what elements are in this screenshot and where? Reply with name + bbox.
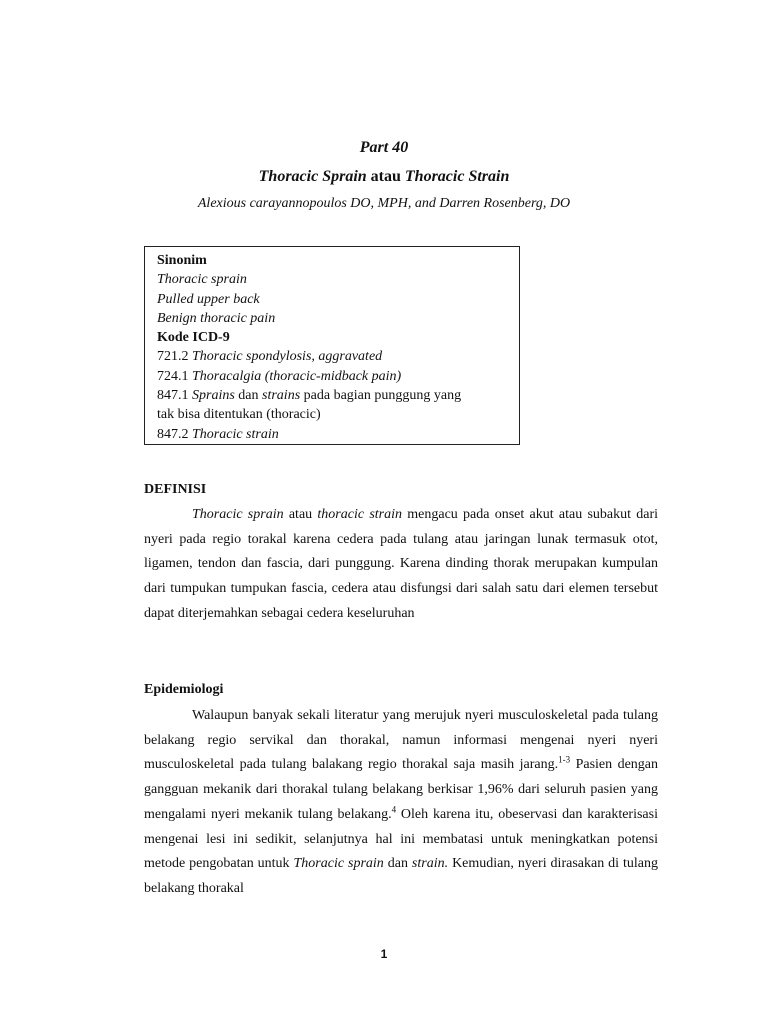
synonym-item: Thoracic sprain [157,272,247,288]
title-sprain: Thoracic Sprain [258,168,367,185]
definisi-heading: DEFINISI [144,482,207,497]
icd-code-row [157,347,509,366]
icd-code: 847.1 [157,388,192,404]
paragraph-text: Oleh karena itu, obeservasi dan karakterisasi mengenai lesi ini sedikit, selanjutnya hal ini membatasi untuk meningkatkan potensi metode pengobatan untuk [144,806,658,872]
icd-desc-text: dan [234,388,263,404]
synonym-item: Pulled upper back [157,291,260,307]
icd-code: 847.2 [157,426,192,442]
paragraph-text: Kemudian, nyeri dirasakan di tulang belakang thorakal [144,856,658,896]
title-connector: atau [366,168,405,185]
icd-label: Kode ICD-9 [157,330,230,346]
epidemiologi-paragraph [144,704,658,902]
icd-desc-strains: strains [262,388,301,404]
icd-code: 724.1 [157,368,192,384]
sinonim-label: Sinonim [157,253,207,268]
paragraph-text: mengacu pada onset akut atau subakut dari nyeri pada regio torakal karena cedera pada tulang atau jaringan lunak termasuk otot, ligamen, tendon dan fascia, dari punggung. Karena dinding thorak merupakan kumpulan dari tumpukan tumpukan fascia, cedera atau disfungsi dari salah satu dari elemen tersebut dapat diterjemahkan sebagai cedera keseluruhan [144,507,659,621]
icd-desc-text: pada bagian punggung yang [300,388,462,404]
term-thoracic-sprain: Thoracic sprain [293,856,384,872]
synonym-icd-box [144,246,520,445]
paragraph-text: Walaupun banyak sekali literatur yang merujuk nyeri musculoskeletal pada tulang belakang regio servikal dan thorakal, namun informasi mengenai nyeri nyeri musculoskeletal pada tulang balakang regio thorakal saja masih jarang. [144,708,658,773]
epidemiologi-heading: Epidemiologi [144,682,224,697]
paragraph-text: atau [283,507,318,522]
paragraph-text: dan [383,856,412,872]
term-thoracic-strain: thoracic strain [317,507,403,522]
icd-code-row [157,386,509,405]
icd-desc-sprains: Sprains [192,388,235,404]
chapter-title [0,168,768,186]
title-strain: Thoracic Strain [404,168,510,185]
icd-desc-continued: tak bisa ditentukan (thoracic) [157,407,321,423]
page-number: 1 [380,947,388,961]
authors: Alexious carayannopoulos DO, MPH, and Darren Rosenberg, DO [197,196,571,211]
icd-desc: Thoracic strain [192,426,279,442]
part-number: Part 40 [359,139,409,156]
icd-code-row [157,367,509,386]
definisi-paragraph [144,503,658,627]
synonym-item: Benign thoracic pain [157,310,276,326]
icd-code: 721.2 [157,349,192,365]
term-thoracic-sprain: Thoracic sprain [192,507,284,522]
citation: 4 [391,804,397,815]
paragraph-text: Pasien dengan gangguan mekanik dari thorakal tulang belakang berkisar 1,96% dari seluruh pasien yang mengalami nyeri mekanik tulang belakang. [144,757,658,822]
icd-desc: Thoracic spondylosis, aggravated [192,349,383,365]
citation: 1-3 [558,754,571,765]
term-strain: strain. [411,856,449,872]
icd-desc: Thoracalgia (thoracic-midback pain) [192,368,402,384]
icd-code-row [157,425,509,444]
